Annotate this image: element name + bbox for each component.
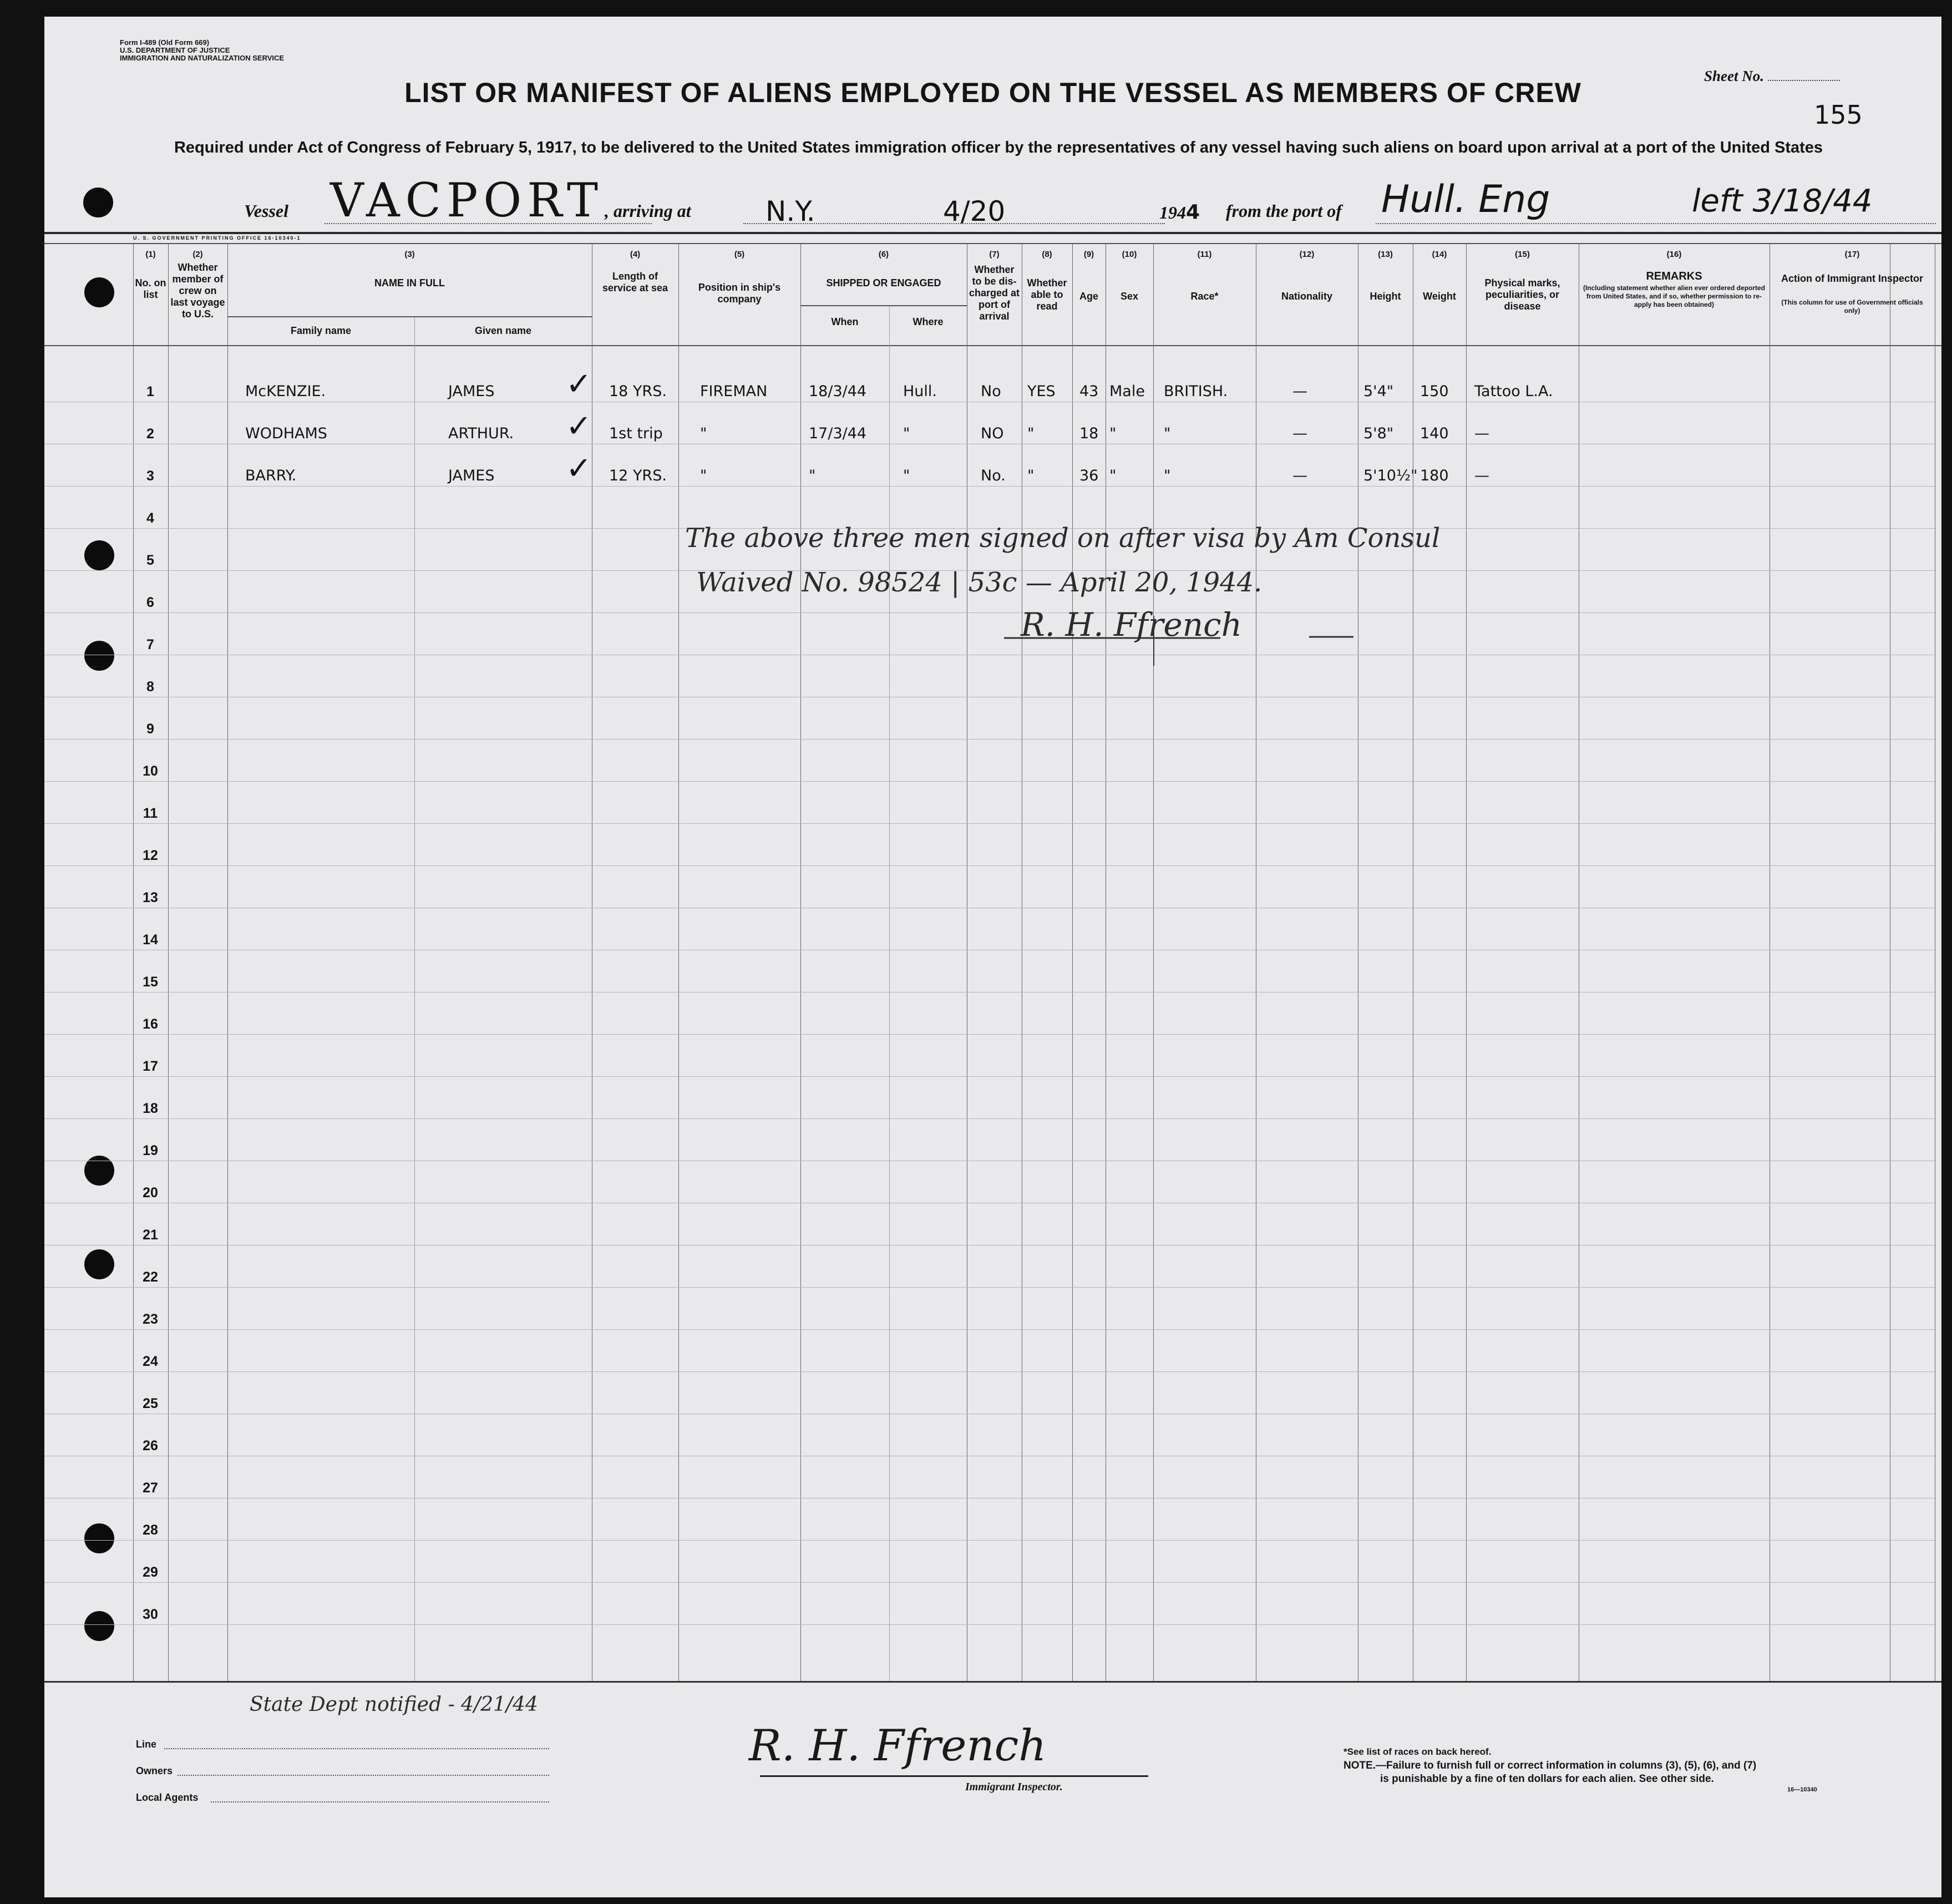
shipped-when-cell: " [809,467,816,484]
table-top-rule [44,232,1941,234]
year-label: 1944 [1159,201,1200,224]
col-header-where: Where [912,316,944,327]
local-agents-field [211,1801,549,1802]
race-cell: " [1164,467,1171,484]
row-number: 14 [143,932,158,948]
row-rule [44,1076,1935,1077]
departure-date: left 3/18/44 [1692,183,1873,219]
row-rule [44,781,1935,782]
position-cell: FIREMAN [700,383,768,400]
row-number: 29 [143,1564,158,1580]
owners-field [178,1774,549,1776]
visa-note-line-1: The above three men signed on after visa by Am Consul [685,523,1441,554]
family-name-cell: WODHAMS [245,425,327,442]
col-num-17: (17) [1844,250,1860,259]
races-note: *See list of races on back hereof. [1343,1746,1492,1757]
weight-cell: 150 [1420,383,1449,400]
printer-line: U. S. GOVERNMENT PRINTING OFFICE 16-10340-1 [133,235,301,241]
annotation-signature: R. H. Ffrench [1021,606,1242,644]
given-name-cell: JAMES [448,467,495,484]
row-number: 4 [146,510,154,526]
owners-label: Owners [136,1765,173,1776]
height-cell: 5'8" [1363,425,1394,442]
col-num-1: (1) [145,250,156,259]
department-name: U.S. DEPARTMENT OF JUSTICE [120,46,230,54]
row-rule [44,1118,1935,1119]
row-number: 2 [146,426,154,442]
discharged-cell: No. [981,467,1006,484]
from-port: Hull. Eng [1381,178,1550,221]
physical-marks-cell: — [1474,467,1489,484]
table-bottom-rule [44,1681,1941,1683]
form-code: 16—10340 [1787,1786,1817,1793]
weight-cell: 180 [1420,467,1449,484]
punch-hole [83,188,113,217]
row-number: 27 [143,1480,158,1496]
service-cell: 18 YRS. [609,383,667,400]
race-cell: " [1164,425,1171,442]
col-header-nationality: Nationality [1281,291,1332,302]
row-rule [44,486,1935,487]
col-num-4: (4) [630,250,641,259]
check-mark-icon: ✓ [566,450,592,487]
height-cell: 5'4" [1363,383,1394,400]
visa-note-line-2: Waived No. 98524 | 53c — April 20, 1944. [696,567,1263,598]
col-header-given-name: Given name [474,325,532,336]
row-number: 8 [146,679,154,695]
shipped-where-cell: Hull. [903,383,937,400]
service-name: IMMIGRATION AND NATURALIZATION SERVICE [120,54,285,62]
row-number: 7 [146,637,154,652]
given-name-cell: ARTHUR. [448,425,514,442]
race-cell: BRITISH. [1164,383,1228,400]
header-top-rule [44,243,1941,244]
discharged-cell: NO [981,425,1004,442]
row-number: 20 [143,1185,158,1201]
nationality-cell: — [1292,383,1307,400]
penalty-note-line-1: NOTE.—Failure to furnish full or correct information in columns (3), (5), (6), and (7) [1343,1760,1757,1771]
col-num-2: (2) [192,250,203,259]
col-header-last-voyage: Whether member of crew on last voyage to U.S. [170,262,225,320]
row-rule [44,739,1935,740]
discharged-cell: No [981,383,1001,400]
row-rule [44,1287,1935,1288]
inspector-signature: R. H. Ffrench [749,1721,1047,1771]
col-header-age: Age [1079,291,1098,302]
row-rule [44,1582,1935,1583]
able-to-read-cell: YES [1027,383,1056,400]
service-cell: 12 YRS. [609,467,667,484]
line-label: Line [136,1739,157,1750]
row-number: 12 [143,848,158,863]
punch-hole [84,1611,114,1641]
col-header-height: Height [1370,291,1401,302]
sex-cell: " [1109,425,1117,442]
row-number: 25 [143,1396,158,1411]
position-cell: " [700,467,707,484]
col-header-remarks-note: (Including statement whether alien ever ordered deported from United States, and if so, whether permission to re-apply has been obtained) [1583,284,1766,308]
from-port-underline [1376,223,1936,224]
inspector-label: Immigrant Inspector. [965,1781,1063,1793]
form-identifier [120,39,284,62]
height-cell: 5'10½" [1363,467,1418,484]
line-field [164,1748,549,1749]
age-cell: 43 [1079,383,1099,400]
given-name-cell: JAMES [448,383,495,400]
punch-hole [84,277,114,307]
col-header-inspector-note: (This column for use of Government officials only) [1781,298,1923,315]
vessel-underline [325,223,652,224]
arriving-date: 4/20 [943,195,1006,227]
punch-hole [84,641,114,671]
row-number: 28 [143,1522,158,1538]
manifest-sheet [44,17,1941,1897]
arriving-label: , arriving at [605,201,691,221]
col-num-15: (15) [1515,250,1530,259]
col-header-weight: Weight [1423,291,1456,302]
punch-hole [84,1523,114,1553]
check-mark-icon: ✓ [566,408,592,444]
row-number: 15 [143,974,158,990]
sex-cell: " [1109,467,1117,484]
family-name-cell: BARRY. [245,467,297,484]
col-header-family-name: Family name [290,325,352,336]
col-header-inspector-action: Action of Immigrant Inspector [1781,273,1924,284]
vessel-label: Vessel [244,201,288,221]
col-header-remarks: REMARKS [1646,270,1702,282]
state-dept-note: State Dept notified - 4/21/44 [250,1693,538,1716]
local-agents-label: Local Agents [136,1792,199,1803]
shipped-where-cell: " [903,467,910,484]
row-rule [44,1540,1935,1541]
punch-hole [84,540,114,570]
shipped-when-cell: 17/3/44 [809,425,867,442]
row-rule [44,1034,1935,1035]
age-cell: 18 [1079,425,1099,442]
col-num-14: (14) [1432,250,1447,259]
col-header-sex: Sex [1120,291,1139,302]
row-number: 11 [143,806,158,821]
shipped-when-cell: 18/3/44 [809,383,867,400]
col-num-12: (12) [1299,250,1315,259]
row-rule [44,823,1935,824]
nationality-cell: — [1292,467,1307,484]
col-num-10: (10) [1122,250,1137,259]
row-number: 21 [143,1227,158,1243]
physical-marks-cell: Tattoo L.A. [1474,383,1553,400]
col-num-9: (9) [1083,250,1094,259]
arriving-underline [743,223,1165,224]
row-rule [44,865,1935,866]
col-num-5: (5) [734,250,745,259]
row-number: 9 [146,721,154,737]
from-port-label: from the port of [1226,201,1342,221]
penalty-note-line-2: is punishable by a fine of ten dollars for each alien. See other side. [1380,1773,1714,1785]
row-number: 6 [146,595,154,610]
col-num-16: (16) [1666,250,1682,259]
row-number: 16 [143,1016,158,1032]
row-number: 17 [143,1059,158,1074]
row-number: 3 [146,468,154,484]
row-number: 13 [143,890,158,905]
sheet-number-label: Sheet No. [1704,68,1840,85]
row-number: 24 [143,1354,158,1369]
col-header-name-in-full: NAME IN FULL [374,277,445,288]
arriving-port: N.Y. [765,195,815,227]
row-number: 30 [143,1607,158,1622]
page-subtitle: Required under Act of Congress of February 5, 1917, to be delivered to the United States immigration officer by the representatives of any vessel having such aliens on board upon arrival at a port of the United States [174,139,1823,156]
row-number: 10 [143,763,158,779]
col-num-7: (7) [989,250,1000,259]
shipped-where-cell: " [903,425,910,442]
able-to-read-cell: " [1027,467,1035,484]
check-mark-icon: ✓ [566,366,592,402]
col-num-6: (6) [878,250,889,259]
col-num-8: (8) [1042,250,1052,259]
annotation-marks [987,583,1409,693]
col-header-race: Race* [1190,291,1219,302]
punch-hole [84,1249,114,1279]
physical-marks-cell: — [1474,425,1489,442]
col-num-11: (11) [1197,250,1212,259]
col-header-shipped-or-engaged: SHIPPED OR ENGAGED [826,277,941,288]
col-num-13: (13) [1378,250,1393,259]
row-number: 26 [143,1438,158,1454]
row-number: 22 [143,1269,158,1285]
form-number: Form I-489 (Old Form 669) [120,38,210,47]
page-number: 155 [1814,100,1863,130]
row-number: 19 [143,1143,158,1158]
signature-rule [760,1775,1148,1777]
row-number: 5 [146,553,154,568]
age-cell: 36 [1079,467,1099,484]
row-number: 23 [143,1311,158,1327]
row-rule [44,1329,1935,1330]
col-header-no-on-list: No. on list [135,277,166,300]
col-header-physical-marks: Physical marks, peculiarities, or disease [1484,277,1560,312]
col-num-3: (3) [404,250,415,259]
service-cell: 1st trip [609,425,663,442]
col-header-when: When [831,316,859,327]
col-header-discharged: Whether to be dis-charged at port of arrival [969,264,1020,322]
col-header-able-to-read: Whether able to read [1027,277,1067,312]
header-bottom-rule [44,345,1941,346]
row-rule [44,1624,1935,1625]
able-to-read-cell: " [1027,425,1035,442]
position-cell: " [700,425,707,442]
nationality-cell: — [1292,425,1307,442]
row-rule [44,1371,1935,1372]
page-title: LIST OR MANIFEST OF ALIENS EMPLOYED ON THE VESSEL AS MEMBERS OF CREW [404,77,1581,108]
row-number: 18 [143,1101,158,1116]
vessel-name: VACPORT [330,173,604,227]
col-header-length-of-service: Length of service at sea [602,271,668,293]
sex-cell: Male [1109,383,1145,400]
row-number: 1 [146,384,154,399]
weight-cell: 140 [1420,425,1449,442]
col-header-position: Position in ship's company [698,282,781,305]
family-name-cell: McKENZIE. [245,383,326,400]
